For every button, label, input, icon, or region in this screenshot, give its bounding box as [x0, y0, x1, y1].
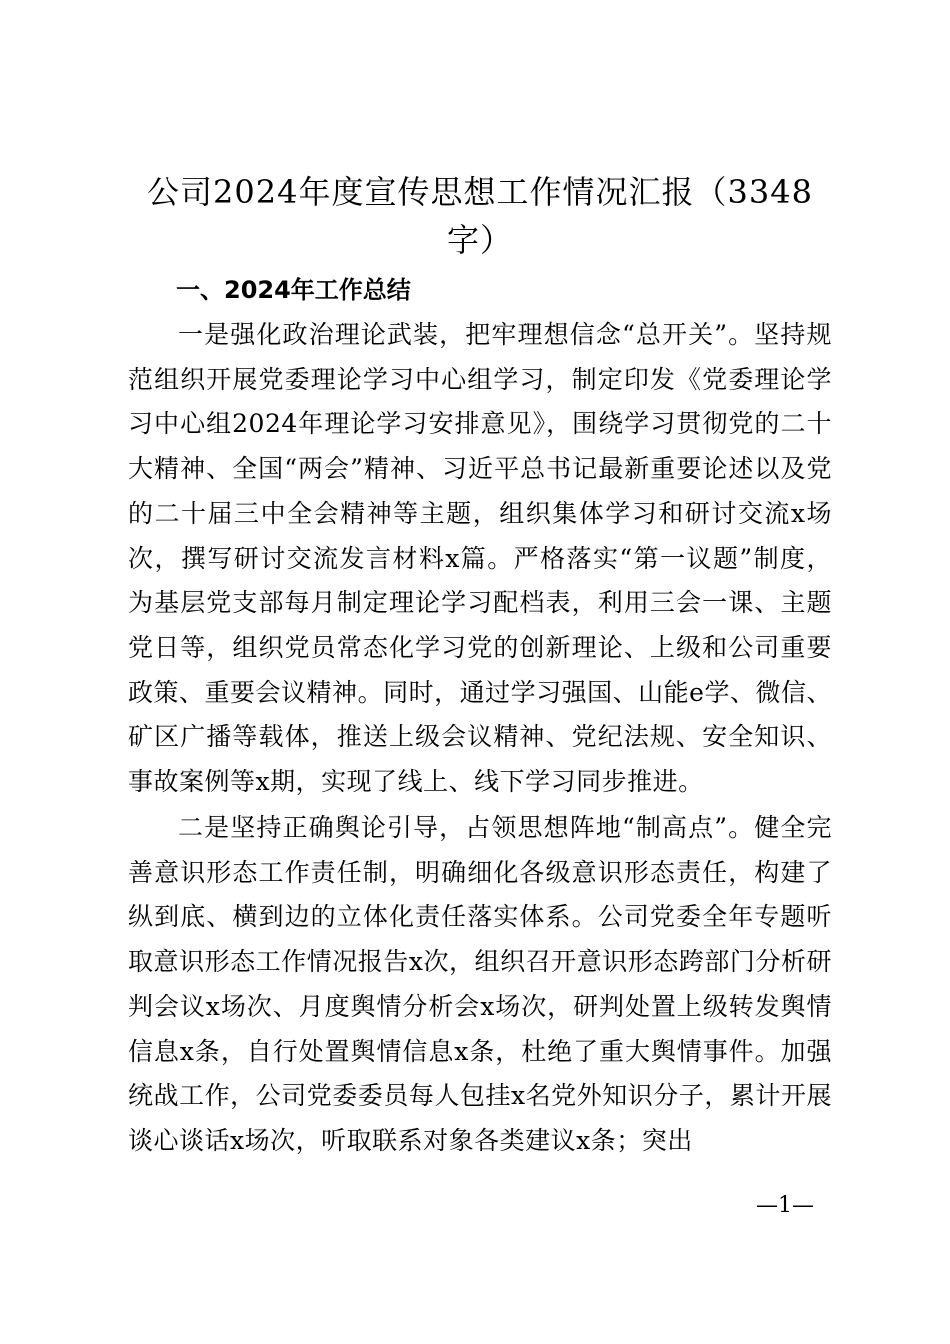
section-heading: 一、2024年工作总结: [176, 276, 411, 304]
page-number: —1—: [756, 1193, 814, 1218]
body-paragraph: 一是强化政治理论武装，把牢理想信念“总开关”。坚持规范组织开展党委理论学习中心组学习，制定印发《党委理论学习中心组2024年理论学习安排意见》，围绕学习贯彻党的二十大精神、全国“两会”精神、习近平总书记最新重要论述以及党的二十届三中全会精神等主题，组织集体学习和研讨交流x场次，撰写研讨交流发言材料x篇。严格落实“第一议题”制度，为基层党支部每月制定理论学习配档表，利用三会一课、主题党日等，组织党员常态化学习党的创新理论、上级和公司重要政策、重要会议精神。同时，通过学习强国、山能e学、微信、矿区广播等载体，推送上级会议精神、党纪法规、安全知识、事故案例等x期，实现了线上、线下学习同步推进。: [128, 320, 832, 797]
body-paragraph: 二是坚持正确舆论引导，占领思想阵地“制高点”。健全完善意识形态工作责任制，明确细化各级意识形态责任，构建了纵到底、横到边的立体化责任落实体系。公司党委全年专题听取意识形态工作情况报告x次，组织召开意识形态跨部门分析研判会议x场次、月度舆情分析会x场次，研判处置上级转发舆情信息x条，自行处置舆情信息x条，杜绝了重大舆情事件。加强统战工作，公司党委委员每人包挂x名党外知识分子，累计开展谈心谈话x场次，听取联系对象各类建议x条；突出: [128, 813, 832, 1155]
document-title: 公司2024年度宣传思想工作情况汇报（3348字）: [147, 173, 813, 259]
